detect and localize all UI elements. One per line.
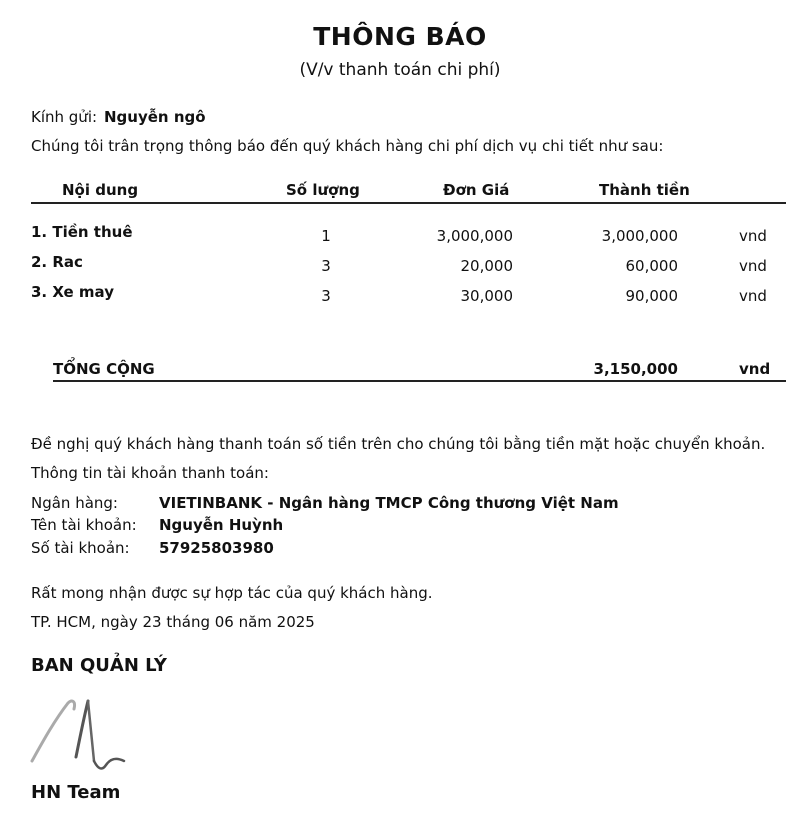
account-number-label: Số tài khoản: — [31, 539, 130, 557]
row-total: 90,000 — [625, 287, 678, 305]
closing-text: Rất mong nhận được sự hợp tác của quý khách hàng. — [31, 584, 433, 602]
grand-total-unit: vnd — [739, 360, 771, 378]
grand-total-label: TỔNG CỘNG — [53, 360, 155, 378]
col-header-item: Nội dung — [62, 181, 139, 199]
recipient-label: Kính gửi: — [31, 108, 98, 126]
payment-request: Đề nghị quý khách hàng thanh toán số tiền trên cho chúng tôi bằng tiền mặt hoặc chuyển khoản. — [31, 435, 766, 453]
row-price: 20,000 — [460, 257, 513, 275]
bank-value: VIETINBANK - Ngân hàng TMCP Công thương Việt Nam — [159, 494, 619, 512]
signature-name: HN Team — [31, 782, 121, 803]
account-name-value: Nguyễn Huỳnh — [159, 516, 284, 534]
row-total: 3,000,000 — [601, 227, 678, 245]
bank-label: Ngân hàng: — [31, 494, 118, 512]
row-total: 60,000 — [625, 257, 678, 275]
row-unit: vnd — [739, 257, 767, 275]
account-name-label: Tên tài khoản: — [31, 516, 137, 534]
row-qty: 3 — [321, 287, 331, 305]
recipient-name: Nguyễn ngô — [104, 108, 206, 126]
row-qty: 3 — [321, 257, 331, 275]
intro-text: Chúng tôi trân trọng thông báo đến quý khách hàng chi phí dịch vụ chi tiết như sau: — [31, 137, 664, 155]
date-line: TP. HCM, ngày 23 tháng 06 năm 2025 — [31, 613, 315, 631]
signature-scribble-icon — [28, 695, 133, 780]
payment-info-heading: Thông tin tài khoản thanh toán: — [31, 464, 269, 482]
row-unit: vnd — [739, 227, 767, 245]
row-item: 2. Rac — [31, 253, 83, 271]
total-rule — [53, 380, 786, 382]
account-number-value: 57925803980 — [159, 539, 274, 557]
document-title: THÔNG BÁO — [313, 22, 487, 51]
document-subtitle: (V/v thanh toán chi phí) — [299, 60, 501, 80]
row-item: 3. Xe may — [31, 283, 114, 301]
row-item: 1. Tiền thuê — [31, 223, 133, 241]
col-header-qty: Số lượng — [286, 181, 360, 199]
col-header-price: Đơn Giá — [443, 181, 510, 199]
row-unit: vnd — [739, 287, 767, 305]
row-price: 30,000 — [460, 287, 513, 305]
table-header-rule — [31, 202, 786, 204]
row-price: 3,000,000 — [436, 227, 513, 245]
row-qty: 1 — [321, 227, 331, 245]
grand-total-value: 3,150,000 — [593, 360, 678, 378]
signature-role: BAN QUẢN LÝ — [31, 655, 167, 676]
col-header-total: Thành tiền — [599, 181, 690, 199]
